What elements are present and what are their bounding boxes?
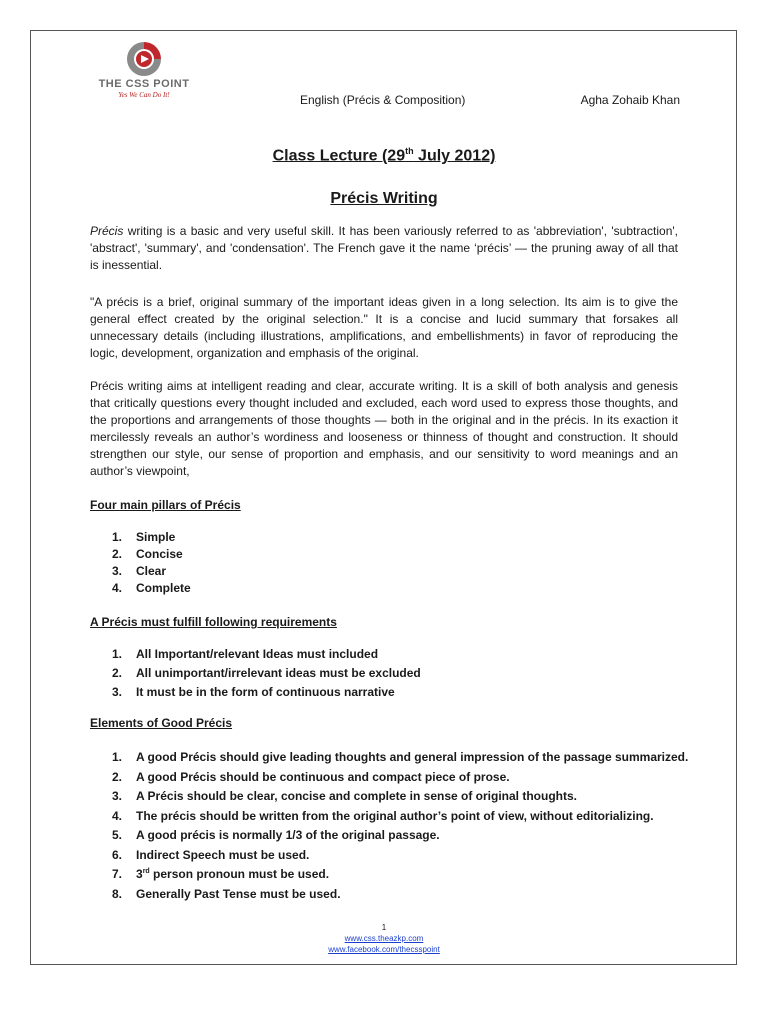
elements-heading: Elements of Good Précis bbox=[90, 716, 233, 730]
definition-paragraph: "A précis is a brief, original summary of the important ideas given in a long selection. Its aim is to give the general effect created by the original selection." It is a concise and lucid summary that forsakes all unnecessary details (including illustrations, amplifications, and embellishments) in favor of reproducing the logic, development, organization and emphasis of the original. bbox=[90, 295, 678, 360]
subject-label: English (Précis & Composition) bbox=[300, 93, 466, 107]
page-title: Précis Writing bbox=[330, 190, 438, 207]
pillars-heading: Four main pillars of Précis bbox=[90, 498, 241, 512]
list-item: 7. 3rd person pronoun must be used. bbox=[112, 867, 330, 881]
requirements-list bbox=[90, 647, 690, 704]
list-item: 1. All Important/relevant Ideas must included bbox=[112, 647, 379, 661]
logo-tagline: Yes We Can Do It! bbox=[118, 91, 170, 99]
list-item: 5. A good précis is normally 1/3 of the original passage. bbox=[112, 828, 440, 842]
elements-list bbox=[90, 750, 690, 906]
list-item: 2. A good Précis should be continuous and compact piece of prose. bbox=[112, 769, 510, 784]
website-link[interactable]: www.css.theazkp.com bbox=[344, 934, 424, 943]
intro-paragraph: Précis writing is a basic and very useful skill. It has been variously referred to as 'abbreviation', 'subtraction', 'abstract', 'summary', and 'condensation'. The French gave it the name ‘précis’ — the pruning away of all that is inessential. bbox=[90, 224, 678, 272]
list-item: 4. The précis should be written from the original author’s point of view, without editorializing. bbox=[112, 808, 654, 823]
list-item: 1. Simple bbox=[112, 530, 176, 544]
logo-emblem-icon bbox=[90, 38, 198, 78]
requirements-heading: A Précis must fulfill following requirements bbox=[90, 615, 337, 629]
list-item: 3. Clear bbox=[112, 564, 167, 578]
author-name: Agha Zohaib Khan bbox=[580, 93, 680, 107]
css-point-logo bbox=[90, 38, 198, 102]
page-number: 1 bbox=[381, 923, 387, 932]
lecture-heading: Class Lecture (29th July 2012) bbox=[272, 146, 496, 165]
list-item: 8. Generally Past Tense must be used. bbox=[112, 886, 341, 901]
page-footer bbox=[0, 922, 768, 955]
list-item: 6. Indirect Speech must be used. bbox=[112, 847, 310, 862]
list-item: 3. It must be in the form of continuous narrative bbox=[112, 685, 395, 699]
aims-paragraph: Précis writing aims at intelligent reading and clear, accurate writing. It is a skill of both analysis and genesis that critically questions every thought included and excluded, each word used to express those thoughts, and the proportions and arrangements of those thoughts — both in the original and in the précis. In its exaction it mercilessly reveals an author’s wordiness and looseness or thinness of thought and construction. It should strengthen our style, our sense of proportion and emphasis, and our sensitivity to word meanings and an author’s viewpoint, bbox=[90, 379, 678, 478]
facebook-link[interactable]: www.facebook.com/thecsspoint bbox=[328, 945, 440, 954]
list-item: 1. A good Précis should give leading thoughts and general impression of the passage summarized. bbox=[112, 750, 689, 764]
pillars-list bbox=[90, 530, 690, 598]
list-item: 3. A Précis should be clear, concise and complete in sense of original thoughts. bbox=[112, 789, 577, 803]
list-item: 4. Complete bbox=[112, 581, 191, 595]
logo-name: THE CSS POINT bbox=[98, 78, 190, 90]
list-item: 2. All unimportant/irrelevant ideas must be excluded bbox=[112, 666, 421, 680]
list-item: 2. Concise bbox=[112, 547, 183, 561]
